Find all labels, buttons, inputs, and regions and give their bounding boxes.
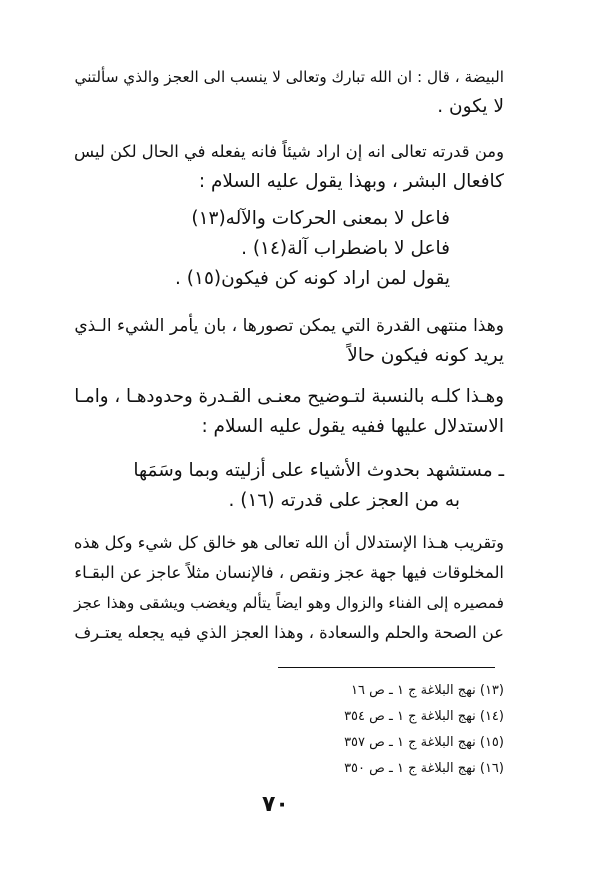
text-line: وهـذا كلـه بالنسبة لتـوضيح معنـى القـدرة وحدودهـا ، وامـا: [74, 386, 504, 407]
quote-line: ـ مستشهد بحدوث الأشياء على أزليته وبما وسَمَها: [133, 460, 504, 481]
quote-line: يقول لمن اراد كونه كن فيكون(١٥) .: [175, 268, 450, 289]
footnote-divider: [278, 667, 495, 668]
quote-line: فاعل لا بمعنى الحركات والآله(١٣): [191, 208, 450, 229]
text-line: يريد كونه فيكون حالاً: [347, 345, 504, 366]
text-line: المخلوقات فيها جهة عجز ونقص ، فالإنسان مثلاً عاجز عن البقـاء: [74, 563, 504, 582]
page-number: ٧٠: [262, 792, 289, 817]
quote-line: فاعل لا باضطراب آلة(١٤) .: [241, 238, 450, 259]
text-line: البيضة ، قال : ان الله تبارك وتعالى لا ينسب الى العجز والذي سألتني: [74, 68, 504, 86]
text-line: فمصيره إلى الفناء والزوال وهو ايضاً يتألم ويغضب ويشقى وهذا عجز: [74, 594, 504, 612]
text-line: ومن قدرته تعالى انه إن اراد شيئاً فانه يفعله في الحال لكن ليس: [74, 142, 504, 161]
footnote: (١٣) نهج البلاغة ج ١ ـ ص ١٦: [351, 683, 504, 698]
quote-line: به من العجز على قدرته (١٦) .: [228, 490, 460, 511]
text-line: لا يكون .: [437, 96, 504, 117]
text-line: الاستدلال عليها ففيه يقول عليه السلام :: [201, 416, 504, 437]
footnote: (١٥) نهج البلاغة ج ١ ـ ص ٣٥٧: [344, 735, 504, 750]
text-line: وتقريب هـذا الإستدلال أن الله تعالى هو خالق كل شيء وكل هذه: [73, 533, 504, 552]
text-line: عن الصحة والحلم والسعادة ، وهذا العجز الذي فيه يجعله يعتـرف: [74, 623, 504, 642]
text-line: كافعال البشر ، وبهذا يقول عليه السلام :: [198, 171, 504, 192]
footnote: (١٦) نهج البلاغة ج ١ ـ ص ٣٥٠: [344, 761, 504, 776]
text-line: وهذا منتهى القدرة التي يمكن تصورها ، بان يأمر الشيء الـذي: [74, 316, 504, 336]
footnote: (١٤) نهج البلاغة ج ١ ـ ص ٣٥٤: [344, 709, 504, 724]
